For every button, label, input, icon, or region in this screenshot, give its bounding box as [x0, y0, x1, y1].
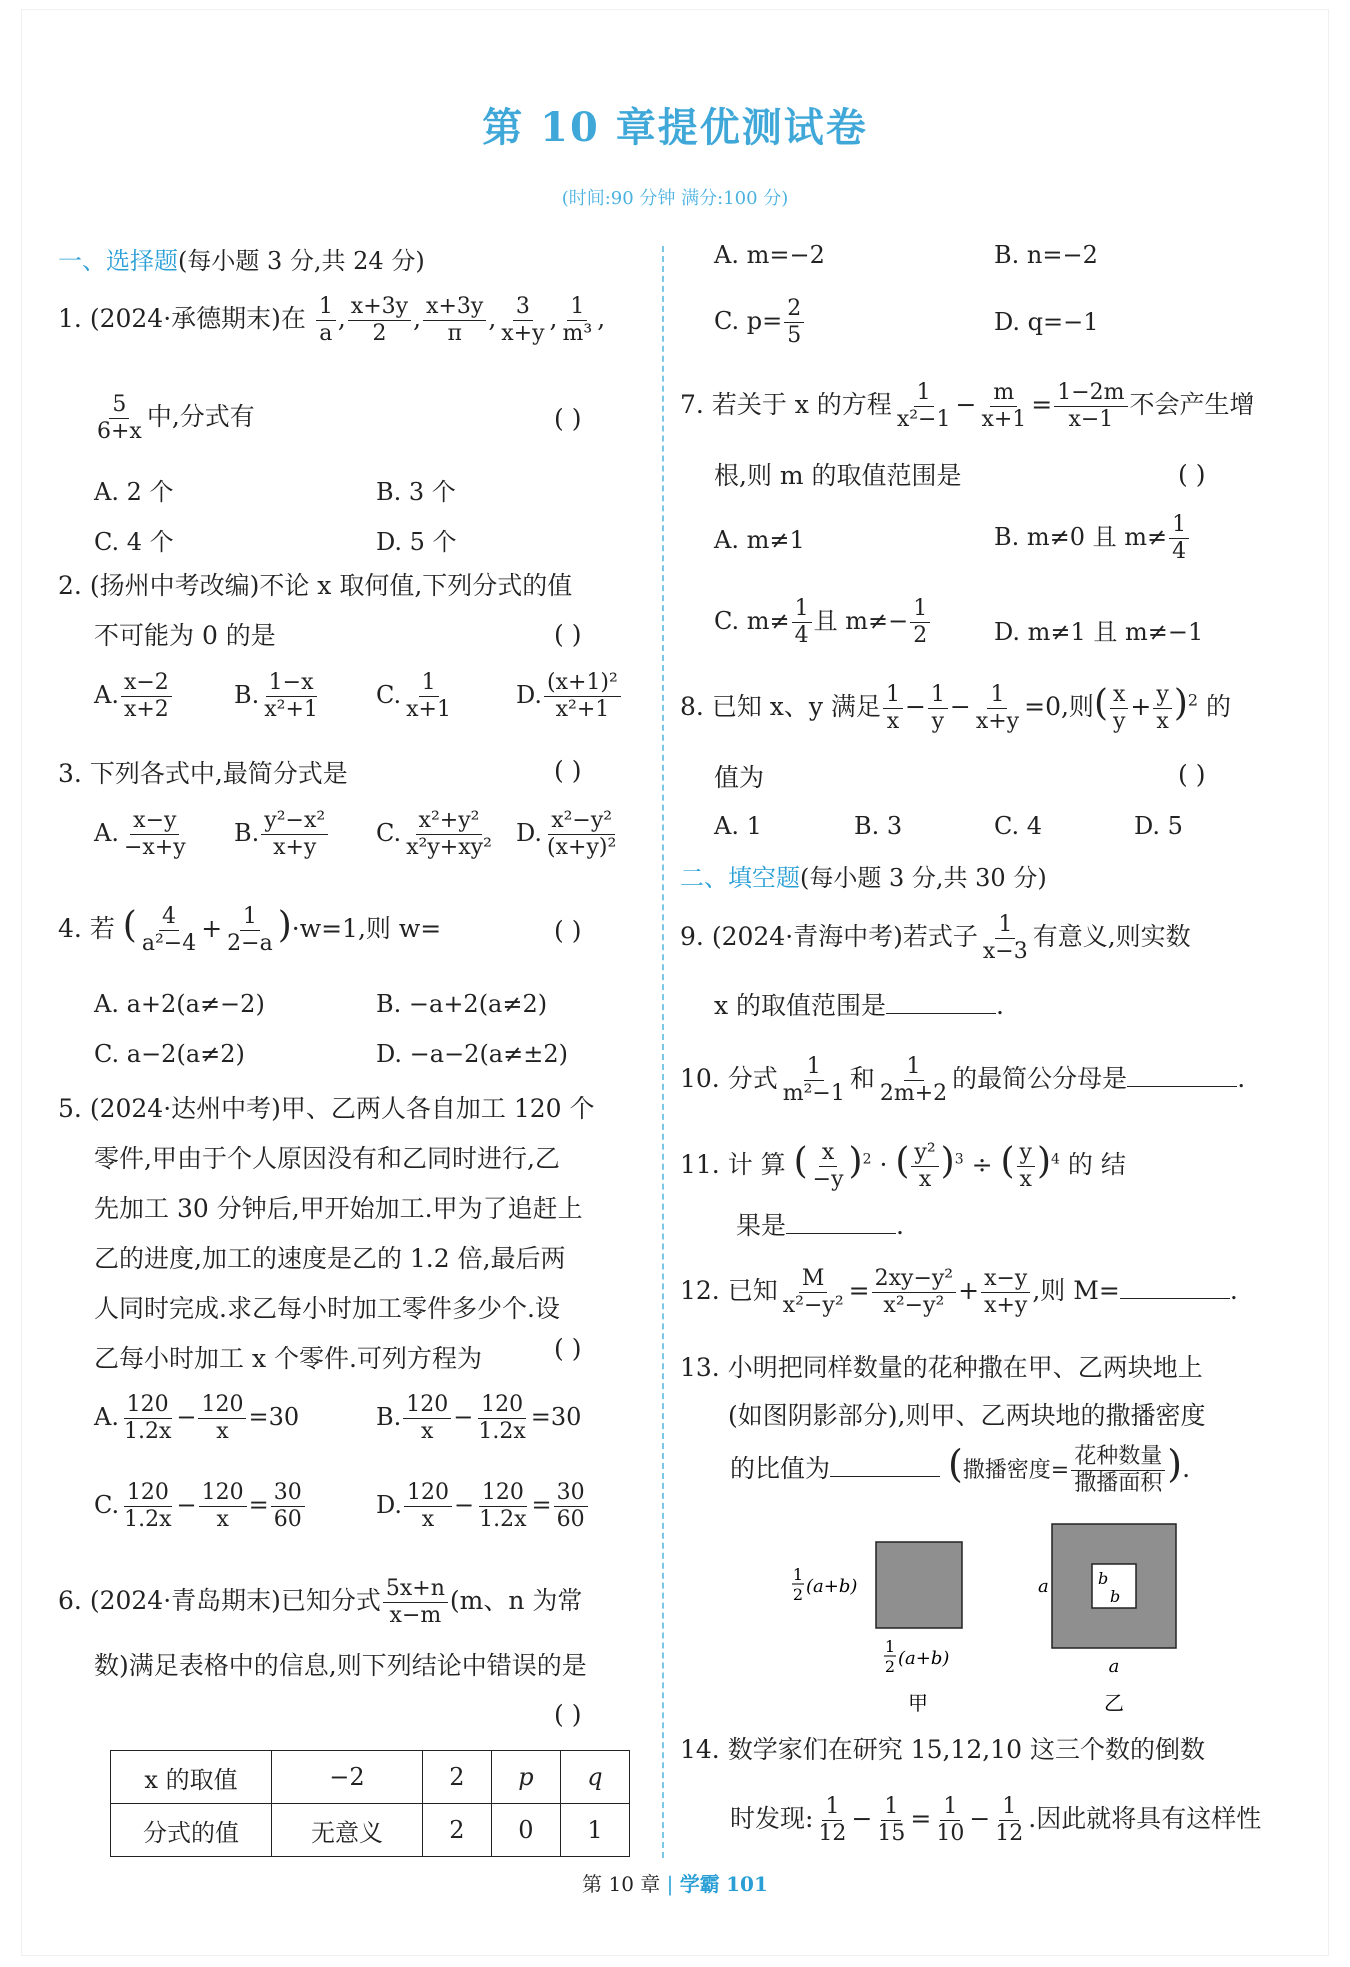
- label: B.: [376, 1403, 402, 1431]
- half-label: 1: [884, 1637, 896, 1656]
- q13-number: 13.: [680, 1353, 720, 1382]
- q1-option-a: A. 2 个: [94, 478, 174, 506]
- plot-jia-shaded: [876, 1542, 962, 1628]
- numerator: 1: [904, 1054, 924, 1081]
- side-b-bottom: b: [1110, 1587, 1121, 1606]
- denominator: −x+y: [123, 835, 186, 860]
- q1-source: (2024·承德期末)在: [89, 304, 306, 333]
- numerator: 1: [567, 294, 587, 321]
- q8-line2: 值为: [714, 763, 765, 792]
- side-label-bottom: (a+b): [898, 1648, 950, 1669]
- q1-option-b: B. 3 个: [376, 478, 456, 506]
- numerator: x−y: [981, 1266, 1030, 1293]
- table-cell: 2: [423, 1804, 492, 1857]
- numerator: y: [1153, 682, 1171, 709]
- q10-number: 10.: [680, 1064, 720, 1093]
- q5-line: 人同时完成.求乙每小时加工零件多少个.设: [94, 1294, 560, 1323]
- table-cell: p: [491, 1751, 560, 1804]
- label: A.: [94, 1403, 119, 1431]
- numerator: y²: [911, 1140, 938, 1167]
- denominator: 1.2x: [124, 1507, 172, 1532]
- denominator: x: [918, 1167, 932, 1192]
- q6-option-c: [714, 296, 806, 349]
- numerator: (x+1)²: [544, 670, 621, 697]
- question-11: 11. 计 算 ( $\frac{x}{-y}$ )$^2$ · ( $\frac{\text{y²}}{x}$ )$^3$ ÷ ( $\frac{y}{x}$ )$^4$ 的 结: [680, 1140, 1126, 1192]
- numerator: 花种数量: [1071, 1444, 1165, 1471]
- q4-option-b: B. −a+2(a≠2): [376, 990, 548, 1018]
- q8-option-d: D. 5: [1134, 812, 1183, 840]
- q9-number: 9.: [680, 922, 704, 951]
- label: C. m≠: [714, 607, 790, 635]
- equals: =30: [530, 1403, 582, 1431]
- denominator: 12: [995, 1821, 1024, 1846]
- numerator: 1: [914, 380, 934, 407]
- q1-option-d: D. 5 个: [376, 528, 457, 556]
- denominator: a: [319, 321, 333, 346]
- label: C.: [94, 1491, 120, 1519]
- q10-pre: 分式: [727, 1064, 778, 1093]
- table-row: [111, 1804, 630, 1857]
- q7-answer-paren: ( ): [1178, 460, 1206, 489]
- q9-text: x 的取值范围是: [714, 991, 887, 1020]
- denominator: 2m+2: [879, 1081, 948, 1106]
- numerator: 5x+n: [383, 1576, 448, 1603]
- numerator: 120: [478, 1392, 526, 1419]
- q1-answer-paren: ( ): [554, 404, 582, 433]
- q1-line2: [92, 392, 255, 445]
- numerator: 1: [822, 1794, 842, 1821]
- q7-number: 7.: [680, 390, 704, 419]
- q7-tail: 不会产生增: [1129, 390, 1255, 419]
- q9-tail: 有意义,则实数: [1032, 922, 1191, 951]
- two-label: 2: [884, 1657, 896, 1676]
- page-title: 第 10 章提优测试卷: [482, 104, 868, 151]
- label: A.: [94, 819, 119, 847]
- q3-option-c: [376, 808, 497, 861]
- question-2: [58, 568, 572, 604]
- denominator: x+y: [273, 835, 317, 860]
- q1-frac5: [560, 294, 596, 347]
- side-label-left: (a+b): [806, 1576, 858, 1597]
- table-cell: x 的取值: [111, 1751, 272, 1804]
- q7-c-mid: 且 m≠−: [813, 607, 909, 635]
- denominator: m³: [562, 321, 593, 346]
- denominator: x: [421, 1507, 435, 1532]
- denominator: 6+x: [97, 419, 142, 444]
- question-3: [58, 756, 348, 792]
- q11-pre: 计 算: [727, 1150, 786, 1179]
- denominator: y: [1112, 709, 1126, 734]
- section2-note: (每小题 3 分,共 30 分): [800, 864, 1047, 892]
- numerator: 120: [403, 1392, 451, 1419]
- denominator: x: [1019, 1167, 1032, 1192]
- q4-number: 4.: [58, 914, 82, 943]
- side-b-left: b: [1098, 1569, 1109, 1588]
- q5-line: 乙的进度,加工的速度是乙的 1.2 倍,最后两: [94, 1244, 566, 1273]
- q10-tail: 的最简公分母是: [952, 1064, 1128, 1093]
- denominator: −y: [812, 1167, 844, 1192]
- footer-brand: 学霸: [679, 1872, 720, 1896]
- numerator: x: [1110, 682, 1128, 709]
- denominator: 60: [273, 1507, 302, 1532]
- q5-line: 零件,甲由于个人原因没有和乙同时进行,乙: [94, 1144, 560, 1173]
- denominator: a²−4: [141, 931, 197, 956]
- denominator: π: [447, 321, 462, 346]
- q6-source: (2024·青岛期末)已知分式: [89, 1586, 381, 1615]
- denominator: 2: [372, 321, 387, 346]
- numerator: 120: [199, 1480, 247, 1507]
- numerator: m: [990, 380, 1017, 407]
- label-yi: 乙: [1104, 1691, 1124, 1715]
- question-4: 4. 若 ( $\frac{4}{\text{a²−4}}$ + $\frac{1}{2-a}$ )·w=1,则 w=: [58, 904, 442, 956]
- numerator: 1: [928, 682, 948, 709]
- q7-pre: 若关于 x 的方程: [711, 390, 892, 419]
- question-6: [58, 1576, 582, 1629]
- numerator: 1−x: [266, 670, 317, 697]
- q7-option-c: [714, 596, 932, 649]
- label: D.: [516, 681, 543, 709]
- q1-frac1: [316, 294, 336, 347]
- denominator: x: [1156, 709, 1169, 734]
- question-10: 10. 分式 $\frac{1}{\text{m²−1}}$ 和 $\frac{1}{2m+2}$ 的最简公分母是 .: [680, 1054, 1246, 1106]
- denominator: x: [886, 709, 900, 734]
- numerator: 1: [999, 1794, 1019, 1821]
- numerator: x−y: [130, 808, 179, 835]
- numerator: y²−x²: [261, 808, 328, 835]
- q6-value-table: [110, 1750, 630, 1857]
- denominator: 10: [936, 1821, 965, 1846]
- half-label: 1: [792, 1565, 804, 1584]
- numerator: 30: [554, 1480, 588, 1507]
- denominator: 4: [1172, 539, 1187, 564]
- question-14: [680, 1732, 1205, 1768]
- numerator: 1: [240, 904, 260, 931]
- numerator: 120: [124, 1392, 172, 1419]
- q5-option-d: D. $\frac{120}{x}$ − $\frac{120}{1.2x}$ = $\frac{30}{60}$: [376, 1480, 590, 1533]
- numerator: 1: [883, 682, 903, 709]
- denominator: x²+1: [264, 697, 318, 722]
- q11-line2: 果是 .: [736, 1211, 904, 1240]
- q3-number: 3.: [58, 759, 82, 788]
- column-divider: [662, 246, 664, 1858]
- q4-answer-paren: ( ): [554, 916, 582, 945]
- numerator: 1: [804, 1054, 824, 1081]
- numerator: 1: [987, 682, 1007, 709]
- table-cell: −2: [272, 1751, 423, 1804]
- denominator: x−3: [982, 939, 1028, 964]
- denominator: x−m: [389, 1603, 442, 1628]
- q13-line1: 小明把同样数量的花种撒在甲、乙两块地上: [727, 1353, 1203, 1382]
- two-label: 2: [792, 1585, 804, 1604]
- numerator: 1: [792, 596, 812, 623]
- label: B.: [234, 819, 260, 847]
- question-9: [680, 912, 1191, 965]
- denominator: 撒播面积: [1074, 1471, 1163, 1496]
- numerator: x²−y²: [548, 808, 615, 835]
- denominator: 2−a: [227, 931, 273, 956]
- numerator: y: [1017, 1140, 1035, 1167]
- numerator: 1: [316, 294, 336, 321]
- q1-number: 1.: [58, 304, 82, 333]
- table-cell: 2: [423, 1751, 492, 1804]
- denominator: 60: [556, 1507, 585, 1532]
- label: B.: [234, 681, 260, 709]
- numerator: 120: [124, 1480, 172, 1507]
- page-subtitle: (时间:90 分钟 满分:100 分): [561, 188, 789, 209]
- label: B. m≠0 且 m≠: [994, 523, 1168, 551]
- numerator: 30: [271, 1480, 305, 1507]
- numerator: x²+y²: [416, 808, 483, 835]
- section1-title: 一、选择题: [58, 247, 178, 275]
- q3-option-a: [94, 808, 191, 861]
- numerator: 1: [940, 1794, 960, 1821]
- numerator: 4: [159, 904, 179, 931]
- q2-text: (扬州中考改编)不论 x 取何值,下列分式的值: [89, 571, 573, 600]
- denominator: 12: [818, 1821, 847, 1846]
- label: D.: [516, 819, 543, 847]
- q1-option-c: C. 4 个: [94, 528, 174, 556]
- equals: =30: [248, 1403, 300, 1431]
- q5-number: 5.: [58, 1094, 82, 1123]
- denominator: x²−y²: [782, 1293, 844, 1318]
- denominator: 1.2x: [479, 1507, 527, 1532]
- denominator: 1.2x: [123, 1419, 172, 1444]
- q3-option-b: [234, 808, 330, 861]
- numerator: 1: [910, 596, 930, 623]
- q13-line3: 的比值为 (撒播密度= $\frac{\text{花种数量}}{\text{撒播面积}}$ ).: [730, 1442, 1191, 1496]
- q5-answer-paren: ( ): [554, 1334, 582, 1363]
- q5-line: 乙每小时加工 x 个零件.可列方程为: [94, 1344, 482, 1373]
- denominator: x−1: [1068, 407, 1114, 432]
- q6-tail: (m、n 为常: [449, 1586, 583, 1615]
- q8-option-b: B. 3: [854, 812, 903, 840]
- q14-line1: 数学家们在研究 15,12,10 这三个数的倒数: [727, 1735, 1205, 1764]
- footer-page-number: 101: [726, 1872, 768, 1896]
- q8-mid: =0,则: [1024, 692, 1094, 721]
- q12-number: 12.: [680, 1276, 720, 1305]
- denominator: y: [931, 709, 945, 734]
- denominator: x²+1: [555, 697, 610, 722]
- denominator: x+y: [501, 321, 545, 346]
- table-cell: q: [560, 1751, 629, 1804]
- q6-line2: 数)满足表格中的信息,则下列结论中错误的是: [94, 1651, 587, 1680]
- question-7: 7. 若关于 x 的方程 $\frac{1}{\text{x²−1}}$ − $\frac{m}{x+1}$ = $\frac{1-2m}{x-1}$ 不会产生增: [680, 380, 1255, 432]
- q6-option-b: B. n=−2: [994, 241, 1098, 269]
- q3-option-d: [516, 808, 621, 861]
- q2-option-a: [94, 670, 174, 723]
- q12-pre: 已知: [727, 1276, 778, 1305]
- denominator: x²−1: [896, 407, 951, 432]
- q11-number: 11.: [680, 1150, 720, 1179]
- q10-answer-blank[interactable]: [1127, 1062, 1237, 1087]
- numerator: 1: [419, 670, 439, 697]
- q6-answer-paren: ( ): [554, 1700, 582, 1729]
- q1-frac4: [498, 294, 547, 347]
- section2-title: 二、填空题: [680, 864, 800, 892]
- denominator: 5: [787, 323, 802, 348]
- footer-separator: |: [666, 1872, 674, 1896]
- q2-answer-paren: ( ): [554, 620, 582, 649]
- denominator: x: [216, 1507, 229, 1532]
- q13-text: 的比值为: [730, 1454, 831, 1483]
- q5-line: (2024·达州中考)甲、乙两人各自加工 120 个: [89, 1094, 595, 1123]
- side-a-left: a: [1038, 1576, 1049, 1597]
- equals: =: [248, 1491, 269, 1519]
- q14-tail: .因此就将具有这样性: [1028, 1804, 1262, 1833]
- q7-option-b: [994, 512, 1191, 565]
- q1-tail: 中,分式有: [146, 402, 255, 431]
- denominator: 2: [913, 623, 928, 648]
- denominator: (x+y)²: [547, 835, 617, 860]
- q8-answer-paren: ( ): [1178, 760, 1206, 789]
- label-jia: 甲: [908, 1691, 928, 1715]
- side-a-bottom: a: [1108, 1656, 1120, 1677]
- denominator: x+y: [984, 1293, 1028, 1318]
- q9-answer-blank[interactable]: [886, 989, 996, 1014]
- table-cell: 分式的值: [111, 1804, 272, 1857]
- q4-option-c: C. a−2(a≠2): [94, 1040, 245, 1068]
- table-cell: 1: [560, 1804, 629, 1857]
- question-12: 12. 已知 $\frac{M}{\text{x²−y²}}$ = $\frac{\text{2xy−y²}}{\text{x²−y²}}$ + $\frac{x-y}{x+y}$ ,则 M= .: [680, 1266, 1238, 1318]
- q14-line2: 时发现: $\frac{1}{12}$ − $\frac{1}{15}$ = $\frac{1}{10}$ − $\frac{1}{12}$ .因此就将具有这样性: [730, 1794, 1262, 1846]
- denominator: x+1: [406, 697, 451, 722]
- numerator: 1−2m: [1054, 380, 1127, 407]
- q2-number: 2.: [58, 571, 82, 600]
- question-13: [680, 1344, 1205, 1440]
- q4-pre: 若: [89, 914, 115, 943]
- q2-line2: 不可能为 0 的是: [94, 621, 276, 650]
- q8-option-c: C. 4: [994, 812, 1043, 840]
- q8-tail: 的: [1206, 692, 1232, 721]
- denominator: 4: [794, 623, 809, 648]
- question-1: 1. (2024·承德期末)在 $\frac{1}{a}$ , $\frac{x+3y}{2}$ , $\frac{x+3y}{\pi}$ , $\frac{3}{x+y}$ , $\frac{1}{\text{m³}}$ ,: [58, 294, 606, 346]
- label: C. p=: [714, 307, 783, 335]
- q13-answer-blank[interactable]: [830, 1452, 940, 1477]
- q12-answer-blank[interactable]: [1120, 1274, 1230, 1299]
- q13-note: 撒播密度=: [962, 1458, 1070, 1483]
- equals: =: [531, 1491, 552, 1519]
- numerator: 120: [479, 1480, 527, 1507]
- q5-option-c: C. $\frac{120}{1.2x}$ − $\frac{120}{x}$ = $\frac{30}{60}$: [94, 1480, 307, 1533]
- q8-number: 8.: [680, 692, 704, 721]
- numerator: M: [799, 1266, 828, 1293]
- q7-line2: 根,则 m 的取值范围是: [714, 461, 962, 490]
- table-cell: 无意义: [272, 1804, 423, 1857]
- q3-answer-paren: ( ): [554, 756, 582, 785]
- denominator: x: [421, 1419, 434, 1444]
- q12-tail: ,则 M=: [1032, 1276, 1120, 1305]
- denominator: x²y+xy²: [406, 835, 492, 860]
- denominator: 1.2x: [478, 1419, 526, 1444]
- q9-line2: x 的取值范围是 .: [714, 991, 1004, 1020]
- q3-text: 下列各式中,最简分式是: [89, 759, 348, 788]
- q14-pre: 时发现:: [730, 1804, 814, 1833]
- q4-option-d: D. −a−2(a≠±2): [376, 1040, 568, 1068]
- denominator: x+y: [975, 709, 1020, 734]
- page-footer: [0, 1868, 1350, 1897]
- question-8: 8. 已知 x、y 满足 $\frac{1}{x}$ − $\frac{1}{y}$ − $\frac{1}{x+y}$ =0,则( $\frac{x}{y}$ + $\frac{y}{x}$ )$^2$ 的: [680, 682, 1232, 734]
- q14-number: 14.: [680, 1735, 720, 1764]
- numerator: x: [819, 1140, 837, 1167]
- q1-frac6: [94, 392, 145, 445]
- q7-option-d: D. m≠1 且 m≠−1: [994, 618, 1204, 646]
- numerator: 1: [995, 912, 1015, 939]
- table-row: [111, 1751, 630, 1804]
- q5-option-b: B. $\frac{120}{x}$ − $\frac{120}{1.2x}$ =30: [376, 1392, 582, 1444]
- q5-line: 先加工 30 分钟后,甲开始加工.甲为了追赶上: [94, 1194, 583, 1223]
- q6-option-d: D. q=−1: [994, 308, 1099, 336]
- q6-option-a: A. m=−2: [714, 241, 825, 269]
- q4-post: ·w=1,则 w=: [291, 914, 442, 943]
- numerator: 120: [404, 1480, 452, 1507]
- table-cell: 0: [491, 1804, 560, 1857]
- q13-figure: [780, 1520, 1300, 1720]
- q13-line2: (如图阴影部分),则甲、乙两块地的撒播密度: [728, 1401, 1206, 1430]
- q5-option-a: A. $\frac{120}{1.2x}$ − $\frac{120}{x}$ =30: [94, 1392, 300, 1444]
- numerator: 2: [784, 296, 804, 323]
- label: C.: [376, 681, 402, 709]
- q11-text: 果是: [736, 1211, 787, 1240]
- denominator: x²−y²: [883, 1293, 945, 1318]
- numerator: x−2: [121, 670, 172, 697]
- footer-chapter: 第 10 章: [582, 1872, 661, 1896]
- numerator: 5: [109, 392, 129, 419]
- numerator: 1: [1169, 512, 1189, 539]
- q8-pre: 已知 x、y 满足: [711, 692, 881, 721]
- numerator: x+3y: [423, 294, 486, 321]
- section1-note: (每小题 3 分,共 24 分): [178, 247, 425, 275]
- numerator: 120: [198, 1392, 246, 1419]
- label: D.: [376, 1491, 403, 1519]
- q8-option-a: A. 1: [714, 812, 762, 840]
- q1-frac2: [348, 294, 411, 347]
- numerator: x+3y: [348, 294, 411, 321]
- label: A.: [94, 681, 119, 709]
- q6-number: 6.: [58, 1586, 82, 1615]
- q7-option-a: A. m≠1: [714, 526, 805, 554]
- denominator: x: [216, 1419, 229, 1444]
- q11-tail: 的 结: [1067, 1150, 1126, 1179]
- denominator: 15: [877, 1821, 906, 1846]
- denominator: x+1: [981, 407, 1027, 432]
- q1-frac3: [423, 294, 486, 347]
- q2-option-b: [234, 670, 323, 723]
- denominator: x+2: [123, 697, 169, 722]
- numerator: 2xy−y²: [872, 1266, 957, 1293]
- label: C.: [376, 819, 402, 847]
- q11-answer-blank[interactable]: [786, 1209, 896, 1234]
- q2-option-c: [376, 670, 456, 723]
- numerator: 1: [881, 1794, 901, 1821]
- q10-mid: 和: [849, 1064, 875, 1093]
- section2-heading: [680, 858, 1047, 893]
- denominator: m²−1: [782, 1081, 845, 1106]
- numerator: 3: [513, 294, 533, 321]
- section1-heading: [58, 241, 425, 276]
- q9-pre: (2024·青海中考)若式子: [711, 922, 978, 951]
- q2-option-d: [516, 670, 623, 723]
- q4-option-a: A. a+2(a≠−2): [94, 990, 265, 1018]
